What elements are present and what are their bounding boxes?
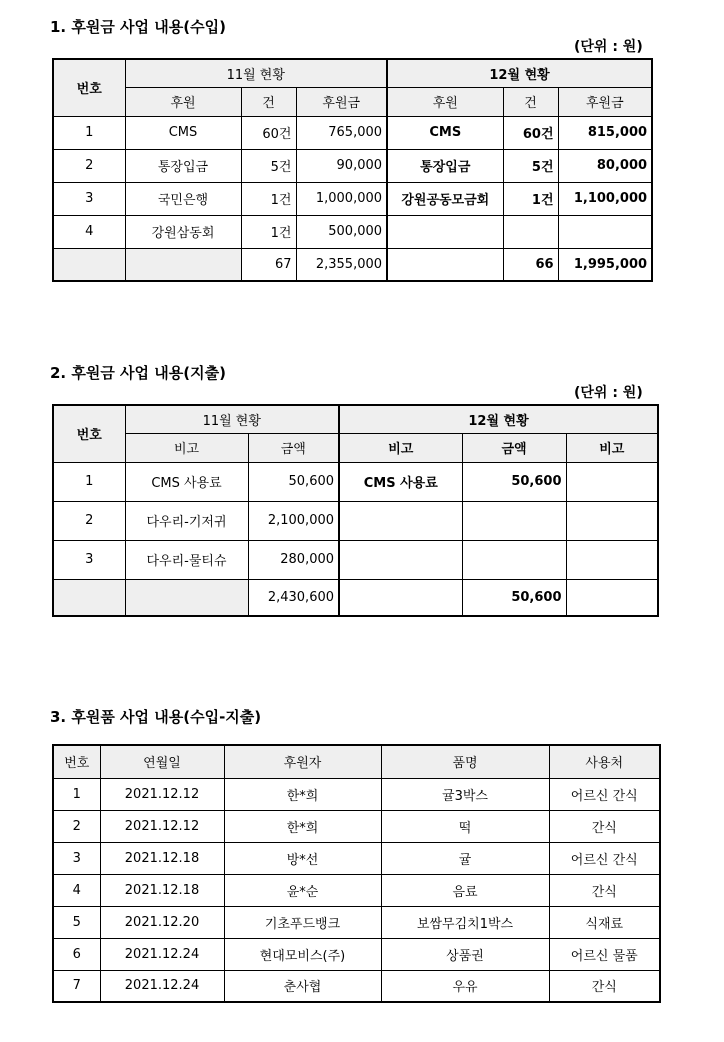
row-date: 2021.12.18 xyxy=(100,874,224,906)
section1-unit: (단위 : 원) xyxy=(574,39,643,55)
nov-note: 다우리-물티슈 xyxy=(125,540,248,579)
row-no: 2 xyxy=(53,149,125,182)
nov-count: 1건 xyxy=(241,215,296,248)
row-no: 6 xyxy=(53,938,100,970)
nov-donor: 통장입금 xyxy=(125,149,241,182)
table-row xyxy=(53,540,658,579)
row-item: 음료 xyxy=(381,874,549,906)
dec-donor: CMS xyxy=(387,116,503,149)
table-row xyxy=(53,462,658,501)
dec-amount: 50,600 xyxy=(462,462,566,501)
row-use: 어르신 간식 xyxy=(549,842,660,874)
row-use: 어르신 간식 xyxy=(549,778,660,810)
nov-amount: 280,000 xyxy=(248,540,339,579)
row-item: 귤3박스 xyxy=(381,778,549,810)
row-no: 3 xyxy=(53,182,125,215)
row-donor: 방*선 xyxy=(224,842,381,874)
row-no: 1 xyxy=(53,778,100,810)
col-dec-donor: 후원 xyxy=(387,87,503,116)
nov-amount: 1,000,000 xyxy=(296,182,387,215)
row-no: 4 xyxy=(53,215,125,248)
row-date: 2021.12.18 xyxy=(100,842,224,874)
nov-amount: 50,600 xyxy=(248,462,339,501)
col-nov-amount: 후원금 xyxy=(296,87,387,116)
row-no: 4 xyxy=(53,874,100,906)
table-row xyxy=(53,116,652,149)
table-row xyxy=(53,149,652,182)
total-nov-donor xyxy=(125,248,241,281)
dec-amount xyxy=(462,501,566,540)
dec-count: 1건 xyxy=(503,182,558,215)
table-row xyxy=(53,182,652,215)
total-dec-count: 66 xyxy=(503,248,558,281)
total-dec-remark xyxy=(566,579,658,616)
dec-note xyxy=(339,540,462,579)
total-row xyxy=(53,579,658,616)
total-no xyxy=(53,248,125,281)
dec-remark xyxy=(566,501,658,540)
dec-donor: 통장입금 xyxy=(387,149,503,182)
col-nov-note: 비고 xyxy=(125,433,248,462)
section2-title: 2. 후원금 사업 내용(지출) xyxy=(50,364,226,382)
row-date: 2021.12.20 xyxy=(100,906,224,938)
nov-amount: 2,100,000 xyxy=(248,501,339,540)
total-row xyxy=(53,248,652,281)
row-date: 2021.12.12 xyxy=(100,810,224,842)
nov-note: 다우리-기저귀 xyxy=(125,501,248,540)
row-donor: 현대모비스(주) xyxy=(224,938,381,970)
row-item: 떡 xyxy=(381,810,549,842)
dec-amount: 815,000 xyxy=(558,116,652,149)
col-nov-donor: 후원 xyxy=(125,87,241,116)
row-date: 2021.12.12 xyxy=(100,778,224,810)
col-item: 품명 xyxy=(381,745,549,778)
table-row xyxy=(53,501,658,540)
dec-amount xyxy=(462,540,566,579)
col-nov-amount: 금액 xyxy=(248,433,339,462)
nov-header: 11월 현황 xyxy=(125,405,339,433)
dec-count: 60건 xyxy=(503,116,558,149)
table-row xyxy=(53,938,660,970)
row-use: 간식 xyxy=(549,810,660,842)
row-no: 7 xyxy=(53,970,100,1002)
row-no: 3 xyxy=(53,842,100,874)
total-nov-amount: 2,430,600 xyxy=(248,579,339,616)
dec-amount: 80,000 xyxy=(558,149,652,182)
nov-note: CMS 사용료 xyxy=(125,462,248,501)
dec-note: CMS 사용료 xyxy=(339,462,462,501)
dec-donor xyxy=(387,215,503,248)
row-donor: 춘사협 xyxy=(224,970,381,1002)
income-table xyxy=(52,58,653,282)
table-row xyxy=(53,215,652,248)
row-item: 상품권 xyxy=(381,938,549,970)
nov-amount: 500,000 xyxy=(296,215,387,248)
col-use: 사용처 xyxy=(549,745,660,778)
table-row xyxy=(53,874,660,906)
table-row xyxy=(53,778,660,810)
table-row xyxy=(53,970,660,1002)
nov-header: 11월 현황 xyxy=(125,59,387,87)
row-no: 2 xyxy=(53,501,125,540)
nov-donor: 강원삼동회 xyxy=(125,215,241,248)
row-date: 2021.12.24 xyxy=(100,970,224,1002)
col-donor: 후원자 xyxy=(224,745,381,778)
row-item: 귤 xyxy=(381,842,549,874)
total-no xyxy=(53,579,125,616)
total-nov-count: 67 xyxy=(241,248,296,281)
total-nov-amount: 2,355,000 xyxy=(296,248,387,281)
dec-header: 12월 현황 xyxy=(387,59,652,87)
table-row xyxy=(53,906,660,938)
col-date: 연월일 xyxy=(100,745,224,778)
row-donor: 한*희 xyxy=(224,778,381,810)
total-dec-amount: 1,995,000 xyxy=(558,248,652,281)
row-item: 보쌈무김치1박스 xyxy=(381,906,549,938)
dec-count xyxy=(503,215,558,248)
nov-count: 1건 xyxy=(241,182,296,215)
row-donor: 윤*순 xyxy=(224,874,381,906)
row-item: 우유 xyxy=(381,970,549,1002)
table-row xyxy=(53,810,660,842)
dec-note xyxy=(339,501,462,540)
goods-table xyxy=(52,744,661,1003)
col-dec-note: 비고 xyxy=(339,433,462,462)
row-no: 3 xyxy=(53,540,125,579)
total-nov-note xyxy=(125,579,248,616)
section1-title: 1. 후원금 사업 내용(수입) xyxy=(50,18,226,36)
row-use: 식재료 xyxy=(549,906,660,938)
row-use: 간식 xyxy=(549,874,660,906)
nov-donor: CMS xyxy=(125,116,241,149)
col-dec-remark: 비고 xyxy=(566,433,658,462)
expense-table xyxy=(52,404,659,617)
total-dec-donor xyxy=(387,248,503,281)
row-use: 어르신 물품 xyxy=(549,938,660,970)
row-donor: 기초푸드뱅크 xyxy=(224,906,381,938)
col-no: 번호 xyxy=(53,745,100,778)
col-dec-amount: 후원금 xyxy=(558,87,652,116)
nov-amount: 765,000 xyxy=(296,116,387,149)
dec-remark xyxy=(566,462,658,501)
dec-amount xyxy=(558,215,652,248)
dec-remark xyxy=(566,540,658,579)
total-dec-amount: 50,600 xyxy=(462,579,566,616)
col-dec-count: 건 xyxy=(503,87,558,116)
row-use: 간식 xyxy=(549,970,660,1002)
section3-title: 3. 후원품 사업 내용(수입-지출) xyxy=(50,708,262,726)
no-header: 번호 xyxy=(53,405,125,462)
section2-unit: (단위 : 원) xyxy=(574,385,643,401)
total-dec-note xyxy=(339,579,462,616)
nov-donor: 국민은행 xyxy=(125,182,241,215)
row-donor: 한*희 xyxy=(224,810,381,842)
dec-amount: 1,100,000 xyxy=(558,182,652,215)
col-nov-count: 건 xyxy=(241,87,296,116)
table-row xyxy=(53,842,660,874)
row-no: 1 xyxy=(53,116,125,149)
row-no: 2 xyxy=(53,810,100,842)
dec-donor: 강원공동모금회 xyxy=(387,182,503,215)
nov-amount: 90,000 xyxy=(296,149,387,182)
no-header: 번호 xyxy=(53,59,125,116)
dec-count: 5건 xyxy=(503,149,558,182)
row-no: 5 xyxy=(53,906,100,938)
row-no: 1 xyxy=(53,462,125,501)
nov-count: 60건 xyxy=(241,116,296,149)
nov-count: 5건 xyxy=(241,149,296,182)
row-date: 2021.12.24 xyxy=(100,938,224,970)
dec-header: 12월 현황 xyxy=(339,405,658,433)
col-dec-amount: 금액 xyxy=(462,433,566,462)
